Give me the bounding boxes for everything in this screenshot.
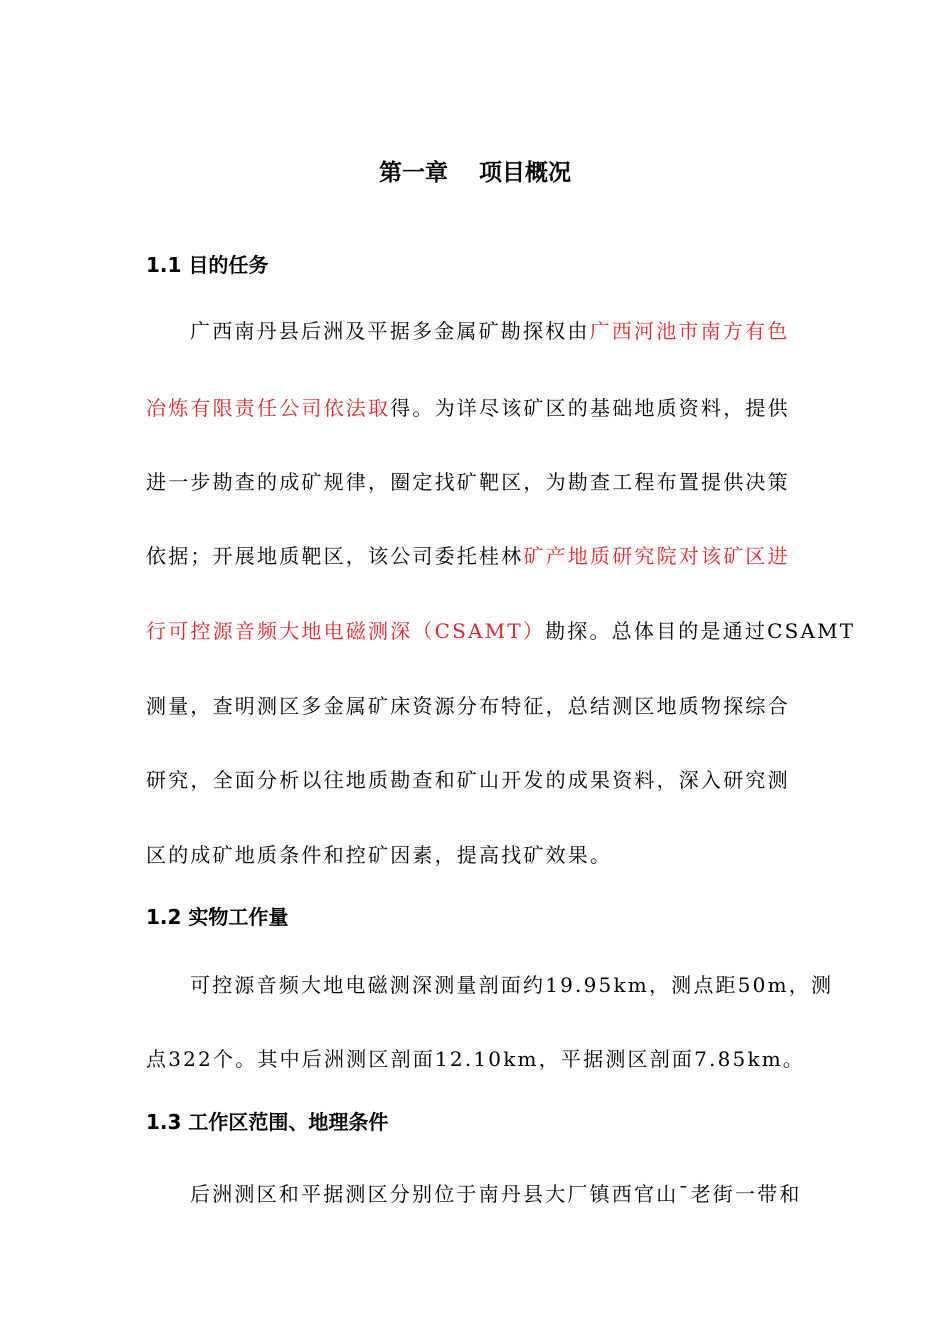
paragraph-line bbox=[146, 465, 806, 499]
paragraph-line bbox=[146, 539, 806, 573]
highlighted-text: 冶炼有限责任公司依法取 bbox=[146, 396, 391, 420]
line-text: 研究，全面分析以往地质勘查和矿山开发的成果资料，深入研究测 bbox=[146, 768, 790, 792]
highlighted-text: 广西河池市南方有色 bbox=[589, 319, 790, 343]
line-text: 后洲测区和平据测区分别位于南丹县大厂镇西官山¯老街一带和 bbox=[190, 1182, 802, 1206]
highlighted-text: 行可控源音频大地电磁测深（CSAMT） bbox=[146, 619, 546, 643]
section-heading-1-3: 1.3 工作区范围、地理条件 bbox=[146, 1110, 389, 1134]
line-text: 点322个。其中后洲测区剖面12.10km，平据测区剖面7.85km。 bbox=[146, 1047, 806, 1071]
paragraph-line bbox=[190, 1177, 850, 1211]
paragraph-line bbox=[146, 614, 856, 648]
line-text: 可控源音频大地电磁测深测量剖面约19.95km，测点距50m，测 bbox=[190, 973, 834, 997]
chapter-title: 第一章 项目概况 bbox=[378, 160, 571, 186]
line-text: 测量，查明测区多金属矿床资源分布特征，总结测区地质物探综合 bbox=[146, 694, 790, 718]
paragraph-line bbox=[146, 1042, 806, 1076]
line-text: 区的成矿地质条件和控矿因素，提高找矿效果。 bbox=[146, 843, 613, 867]
paragraph-line bbox=[146, 763, 806, 797]
paragraph-line bbox=[146, 689, 806, 723]
paragraph-line bbox=[146, 391, 806, 425]
paragraph-line bbox=[190, 314, 850, 348]
paragraph-line bbox=[146, 838, 806, 872]
highlighted-text: 矿产地质研究院对该矿区进 bbox=[523, 544, 790, 568]
section-heading-1-2: 1.2 实物工作量 bbox=[146, 905, 289, 929]
line-text: 勘探。总体目的是通过CSAMT bbox=[545, 619, 856, 643]
line-text: 依据；开展地质靶区，该公司委托桂林 bbox=[146, 544, 524, 568]
section-heading-1-1: 1.1 目的任务 bbox=[146, 253, 269, 277]
line-text: 广西南丹县后洲及平据多金属矿勘探权由 bbox=[190, 319, 590, 343]
line-text: 得。为详尽该矿区的基础地质资料，提供 bbox=[390, 396, 790, 420]
line-text: 进一步勘查的成矿规律，圈定找矿靶区，为勘查工程布置提供决策 bbox=[146, 470, 790, 494]
paragraph-line bbox=[190, 968, 850, 1002]
